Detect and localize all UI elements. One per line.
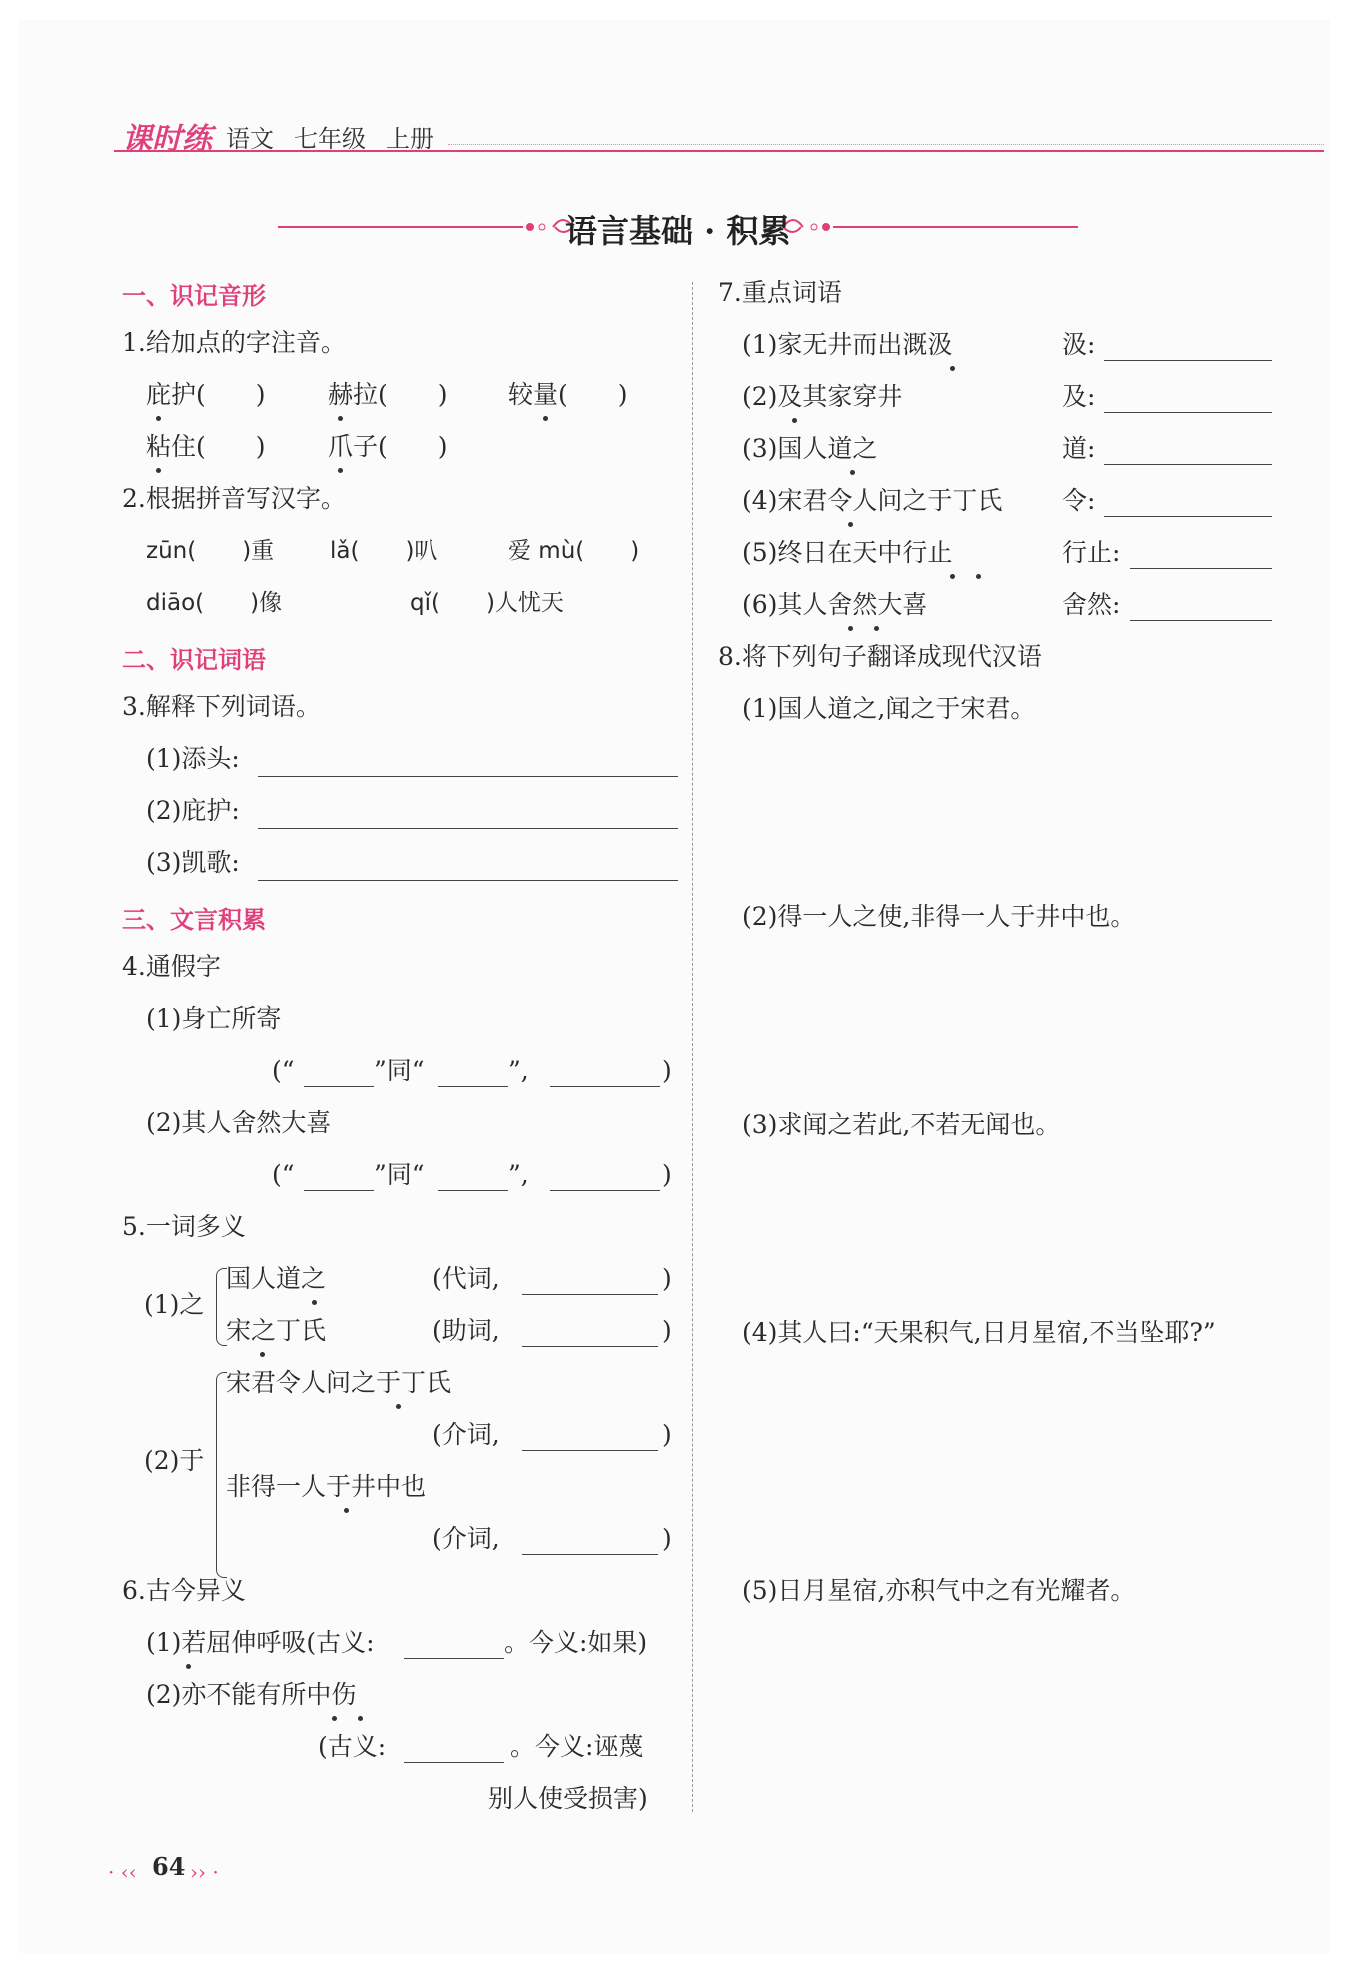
emphasis-dot xyxy=(338,468,343,473)
q4-item: (1)身亡所寄 xyxy=(146,1004,282,1033)
q8-item: (3)求闻之若此,不若无闻也。 xyxy=(742,1110,1061,1139)
q1-item: 粘住( ) xyxy=(146,432,266,461)
q6-item: 。今义:如果) xyxy=(504,1628,648,1657)
answer-line[interactable] xyxy=(550,1190,660,1191)
emphasis-dot xyxy=(338,416,343,421)
q4-title: 4.通假字 xyxy=(122,952,221,981)
answer-line[interactable] xyxy=(522,1294,658,1295)
answer-line[interactable] xyxy=(404,1658,504,1659)
paren-end: ) xyxy=(662,1264,672,1293)
q1-item: 爪子( ) xyxy=(328,432,448,461)
emphasis-dot xyxy=(344,1508,349,1513)
emphasis-dot xyxy=(950,366,955,371)
q2-item: diāo( )像 xyxy=(146,590,283,616)
answer-line[interactable] xyxy=(1130,620,1272,621)
q2-item: 爱 mù( ) xyxy=(508,538,640,564)
q3-title: 3.解释下列词语。 xyxy=(122,692,321,721)
q6-item: (1)若屈伸呼吸(古义: xyxy=(146,1628,375,1657)
q8-title: 8.将下列句子翻译成现代汉语 xyxy=(718,642,1042,671)
emphasis-dot xyxy=(186,1664,191,1669)
q7-key: 及: xyxy=(1062,382,1096,411)
page xyxy=(18,20,1330,1953)
q7-key: 令: xyxy=(1062,486,1096,515)
fill-close: ”, xyxy=(508,1056,529,1085)
section-heading-1: 一、识记音形 xyxy=(122,282,266,310)
q7-sentence: (6)其人舍然大喜 xyxy=(742,590,928,619)
emphasis-dot xyxy=(848,522,853,527)
emphasis-dot xyxy=(156,416,161,421)
q7-sentence: (4)宋君令人问之于丁氏 xyxy=(742,486,1003,515)
answer-line[interactable] xyxy=(438,1086,508,1087)
q8-item: (2)得一人之使,非得一人于井中也。 xyxy=(742,902,1136,931)
q1-item: 赫拉( ) xyxy=(328,380,448,409)
answer-line[interactable] xyxy=(1104,360,1272,361)
q4-item: (2)其人舍然大喜 xyxy=(146,1108,332,1137)
emphasis-dot xyxy=(850,470,855,475)
q7-sentence: (2)及其家穿井 xyxy=(742,382,903,411)
q7-sentence: (5)终日在天中行止 xyxy=(742,538,953,567)
header-rule xyxy=(114,150,1324,152)
q5-sentence: 非得一人于井中也 xyxy=(226,1472,427,1501)
q7-sentence: (1)家无井而出溉汲 xyxy=(742,330,953,359)
answer-line[interactable] xyxy=(304,1086,374,1087)
q2-item: zūn( )重 xyxy=(146,538,275,564)
q1-title: 1.给加点的字注音。 xyxy=(122,328,346,357)
emphasis-dot xyxy=(976,574,981,579)
q5-tag: (助词, xyxy=(432,1316,500,1345)
q3-item: (1)添头: xyxy=(146,744,240,773)
header-dotted-rule xyxy=(448,144,1324,145)
volume: 上册 xyxy=(386,125,434,153)
emphasis-dot xyxy=(950,574,955,579)
emphasis-dot xyxy=(543,416,548,421)
answer-line[interactable] xyxy=(522,1554,658,1555)
q5-sentence: 宋之丁氏 xyxy=(226,1316,327,1345)
answer-line[interactable] xyxy=(258,776,678,777)
fill-end: ) xyxy=(662,1160,672,1189)
answer-line[interactable] xyxy=(404,1762,504,1763)
q5-sentence: 国人道之 xyxy=(226,1264,327,1293)
page-number: 64 xyxy=(152,1852,186,1881)
q5-key: (2)于 xyxy=(144,1446,205,1475)
q2-title: 2.根据拼音写汉字。 xyxy=(122,484,346,513)
q8-item: (5)日月星宿,亦积气中之有光耀者。 xyxy=(742,1576,1136,1605)
q6-item: 别人使受损害) xyxy=(488,1784,648,1813)
answer-line[interactable] xyxy=(550,1086,660,1087)
q6-title: 6.古今异义 xyxy=(122,1576,246,1605)
fill-mid: ”同“ xyxy=(374,1160,425,1189)
fill-mid: ”同“ xyxy=(374,1056,425,1085)
paren-end: ) xyxy=(662,1524,672,1553)
fill-close: ”, xyxy=(508,1160,529,1189)
emphasis-dot xyxy=(396,1404,401,1409)
emphasis-dot xyxy=(358,1716,363,1721)
banner-title: 语言基础 · 积累 xyxy=(565,212,791,250)
paren-end: ) xyxy=(662,1316,672,1345)
emphasis-dot xyxy=(260,1352,265,1357)
answer-line[interactable] xyxy=(438,1190,508,1191)
q7-key: 道: xyxy=(1062,434,1096,463)
answer-line[interactable] xyxy=(1104,412,1272,413)
q7-key: 汲: xyxy=(1062,330,1096,359)
emphasis-dot xyxy=(332,1716,337,1721)
q5-title: 5.一词多义 xyxy=(122,1212,246,1241)
paren-end: ) xyxy=(662,1420,672,1449)
answer-line[interactable] xyxy=(258,880,678,881)
q5-sentence: 宋君令人问之于丁氏 xyxy=(226,1368,452,1397)
q7-key: 舍然: xyxy=(1062,590,1121,619)
q8-item: (1)国人道之,闻之于宋君。 xyxy=(742,694,1036,723)
column-divider xyxy=(692,282,693,1812)
q7-sentence: (3)国人道之 xyxy=(742,434,878,463)
fill-open: (“ xyxy=(272,1160,295,1189)
emphasis-dot xyxy=(848,626,853,631)
emphasis-dot xyxy=(874,626,879,631)
section-heading-2: 二、识记词语 xyxy=(122,646,266,674)
emphasis-dot xyxy=(156,468,161,473)
q7-title: 7.重点词语 xyxy=(718,278,842,307)
answer-line[interactable] xyxy=(1104,516,1272,517)
q2-item: qǐ( )人忧天 xyxy=(410,590,564,616)
answer-line[interactable] xyxy=(1130,568,1272,569)
q1-item: 较量( ) xyxy=(508,380,628,409)
q5-tag: (介词, xyxy=(432,1524,500,1553)
q5-tag: (代词, xyxy=(432,1264,500,1293)
answer-line[interactable] xyxy=(258,828,678,829)
q6-item: (古义: xyxy=(318,1732,387,1761)
answer-line[interactable] xyxy=(1104,464,1272,465)
q7-key: 行止: xyxy=(1062,538,1121,567)
q6-item: (2)亦不能有所中伤 xyxy=(146,1680,357,1709)
subject: 语文 xyxy=(226,125,274,153)
answer-line[interactable] xyxy=(304,1190,374,1191)
grade: 七年级 xyxy=(294,125,366,153)
q3-item: (3)凯歌: xyxy=(146,848,240,877)
page-ornament-left: · ‹‹ xyxy=(108,1860,137,1884)
section-heading-3: 三、文言积累 xyxy=(122,906,266,934)
q2-item: lǎ( )叭 xyxy=(330,538,438,564)
emphasis-dot xyxy=(792,418,797,423)
q1-item: 庇护( ) xyxy=(146,380,266,409)
fill-end: ) xyxy=(662,1056,672,1085)
page-ornament-right: ›› · xyxy=(190,1860,219,1884)
fill-open: (“ xyxy=(272,1056,295,1085)
q8-item: (4)其人曰:“天果积气,日月星宿,不当坠耶?” xyxy=(742,1318,1216,1347)
answer-line[interactable] xyxy=(522,1346,658,1347)
brand-logo: 课时练 xyxy=(122,122,212,157)
q5-key: (1)之 xyxy=(144,1290,205,1319)
emphasis-dot xyxy=(312,1300,317,1305)
q3-item: (2)庇护: xyxy=(146,796,240,825)
answer-line[interactable] xyxy=(522,1450,658,1451)
q6-item: 。今义:诬蔑 xyxy=(510,1732,644,1761)
q5-tag: (介词, xyxy=(432,1420,500,1449)
